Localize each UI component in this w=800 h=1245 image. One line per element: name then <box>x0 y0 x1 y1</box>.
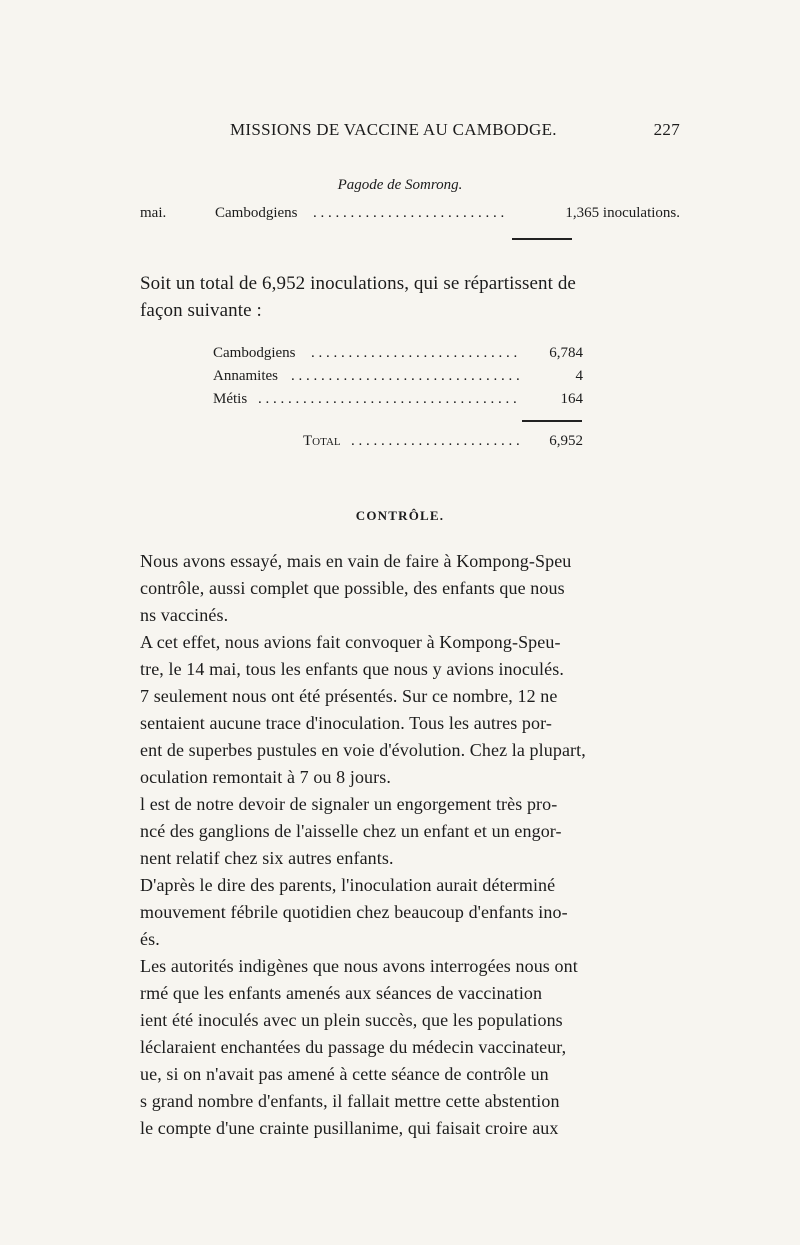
body-line: D'après le dire des parents, l'inoculation aurait déterminé <box>140 875 556 895</box>
body-line: sentaient aucune trace d'inoculation. Tous les autres por- <box>140 713 552 733</box>
body-line: mouvement fébrile quotidien chez beaucoup d'enfants ino- <box>140 902 568 922</box>
total-paragraph-line: façon suivante : <box>140 300 262 321</box>
body-line: l est de notre devoir de signaler un engorgement très pro- <box>140 794 558 814</box>
breakdown-value: 4 <box>575 368 583 384</box>
breakdown-label: Annamites <box>213 368 278 384</box>
body-line: ncé des ganglions de l'aisselle chez un enfant et un engor- <box>140 821 562 841</box>
total-value: 6,952 <box>549 433 583 449</box>
total-paragraph-line: Soit un total de 6,952 inoculations, qui se répartissent de <box>140 273 576 294</box>
breakdown-row <box>213 368 583 385</box>
leader-dots <box>313 205 508 222</box>
breakdown-label: Cambodgiens <box>213 345 296 361</box>
breakdown-label: Métis <box>213 391 248 407</box>
divider-rule <box>512 238 572 240</box>
body-line: contrôle, aussi complet que possible, des enfants que nous <box>140 578 565 598</box>
pagoda-heading: Pagode de Somrong. <box>337 177 463 193</box>
body-line: léclaraient enchantées du passage du médecin vaccinateur, <box>140 1037 567 1057</box>
body-line: s grand nombre d'enfants, il fallait mettre cette abstention <box>140 1091 560 1111</box>
leader-dots <box>258 391 521 408</box>
body-line: Les autorités indigènes que nous avons interrogées nous ont <box>140 956 578 976</box>
body-line: és. <box>140 929 160 949</box>
breakdown-row <box>213 391 583 408</box>
breakdown-value: 164 <box>560 391 583 407</box>
body-line: oculation remontait à 7 ou 8 jours. <box>140 767 391 787</box>
body-line: nent relatif chez six autres enfants. <box>140 848 394 868</box>
leader-dots <box>311 345 521 362</box>
body-line: ient été inoculés avec un plein succès, que les populations <box>140 1010 563 1030</box>
total-label: Total <box>303 433 341 449</box>
pagoda-count: 1,365 inoculations. <box>565 205 680 221</box>
body-line: 7 seulement nous ont été présentés. Sur ce nombre, 12 ne <box>140 686 558 706</box>
breakdown-row <box>213 345 583 362</box>
body-line: le compte d'une crainte pusillanime, qui faisait croire aux <box>140 1118 559 1138</box>
section-title: CONTRÔLE. <box>355 508 445 523</box>
pagoda-entry <box>140 205 680 222</box>
pagoda-label: Cambodgiens <box>215 205 298 221</box>
sum-rule <box>522 420 582 422</box>
leader-dots <box>351 433 523 450</box>
body-line: tre, le 14 mai, tous les enfants que nous y avions inoculés. <box>140 659 564 679</box>
page-number: 227 <box>653 120 680 139</box>
body-line: Nous avons essayé, mais en vain de faire à Kompong-Speu <box>140 551 572 571</box>
body-line: ue, si on n'avait pas amené à cette séance de contrôle un <box>140 1064 549 1084</box>
body-line: A cet effet, nous avions fait convoquer à Kompong-Speu- <box>140 632 561 652</box>
pagoda-month: mai. <box>140 205 167 221</box>
body-line: ns vaccinés. <box>140 605 229 625</box>
running-title: MISSIONS DE VACCINE AU CAMBODGE. <box>230 120 557 139</box>
breakdown-value: 6,784 <box>549 345 583 361</box>
leader-dots <box>291 368 521 385</box>
body-line: ent de superbes pustules en voie d'évolution. Chez la plupart, <box>140 740 586 760</box>
running-head <box>140 120 680 142</box>
body-line: rmé que les enfants amenés aux séances de vaccination <box>140 983 543 1003</box>
total-row <box>303 433 583 450</box>
